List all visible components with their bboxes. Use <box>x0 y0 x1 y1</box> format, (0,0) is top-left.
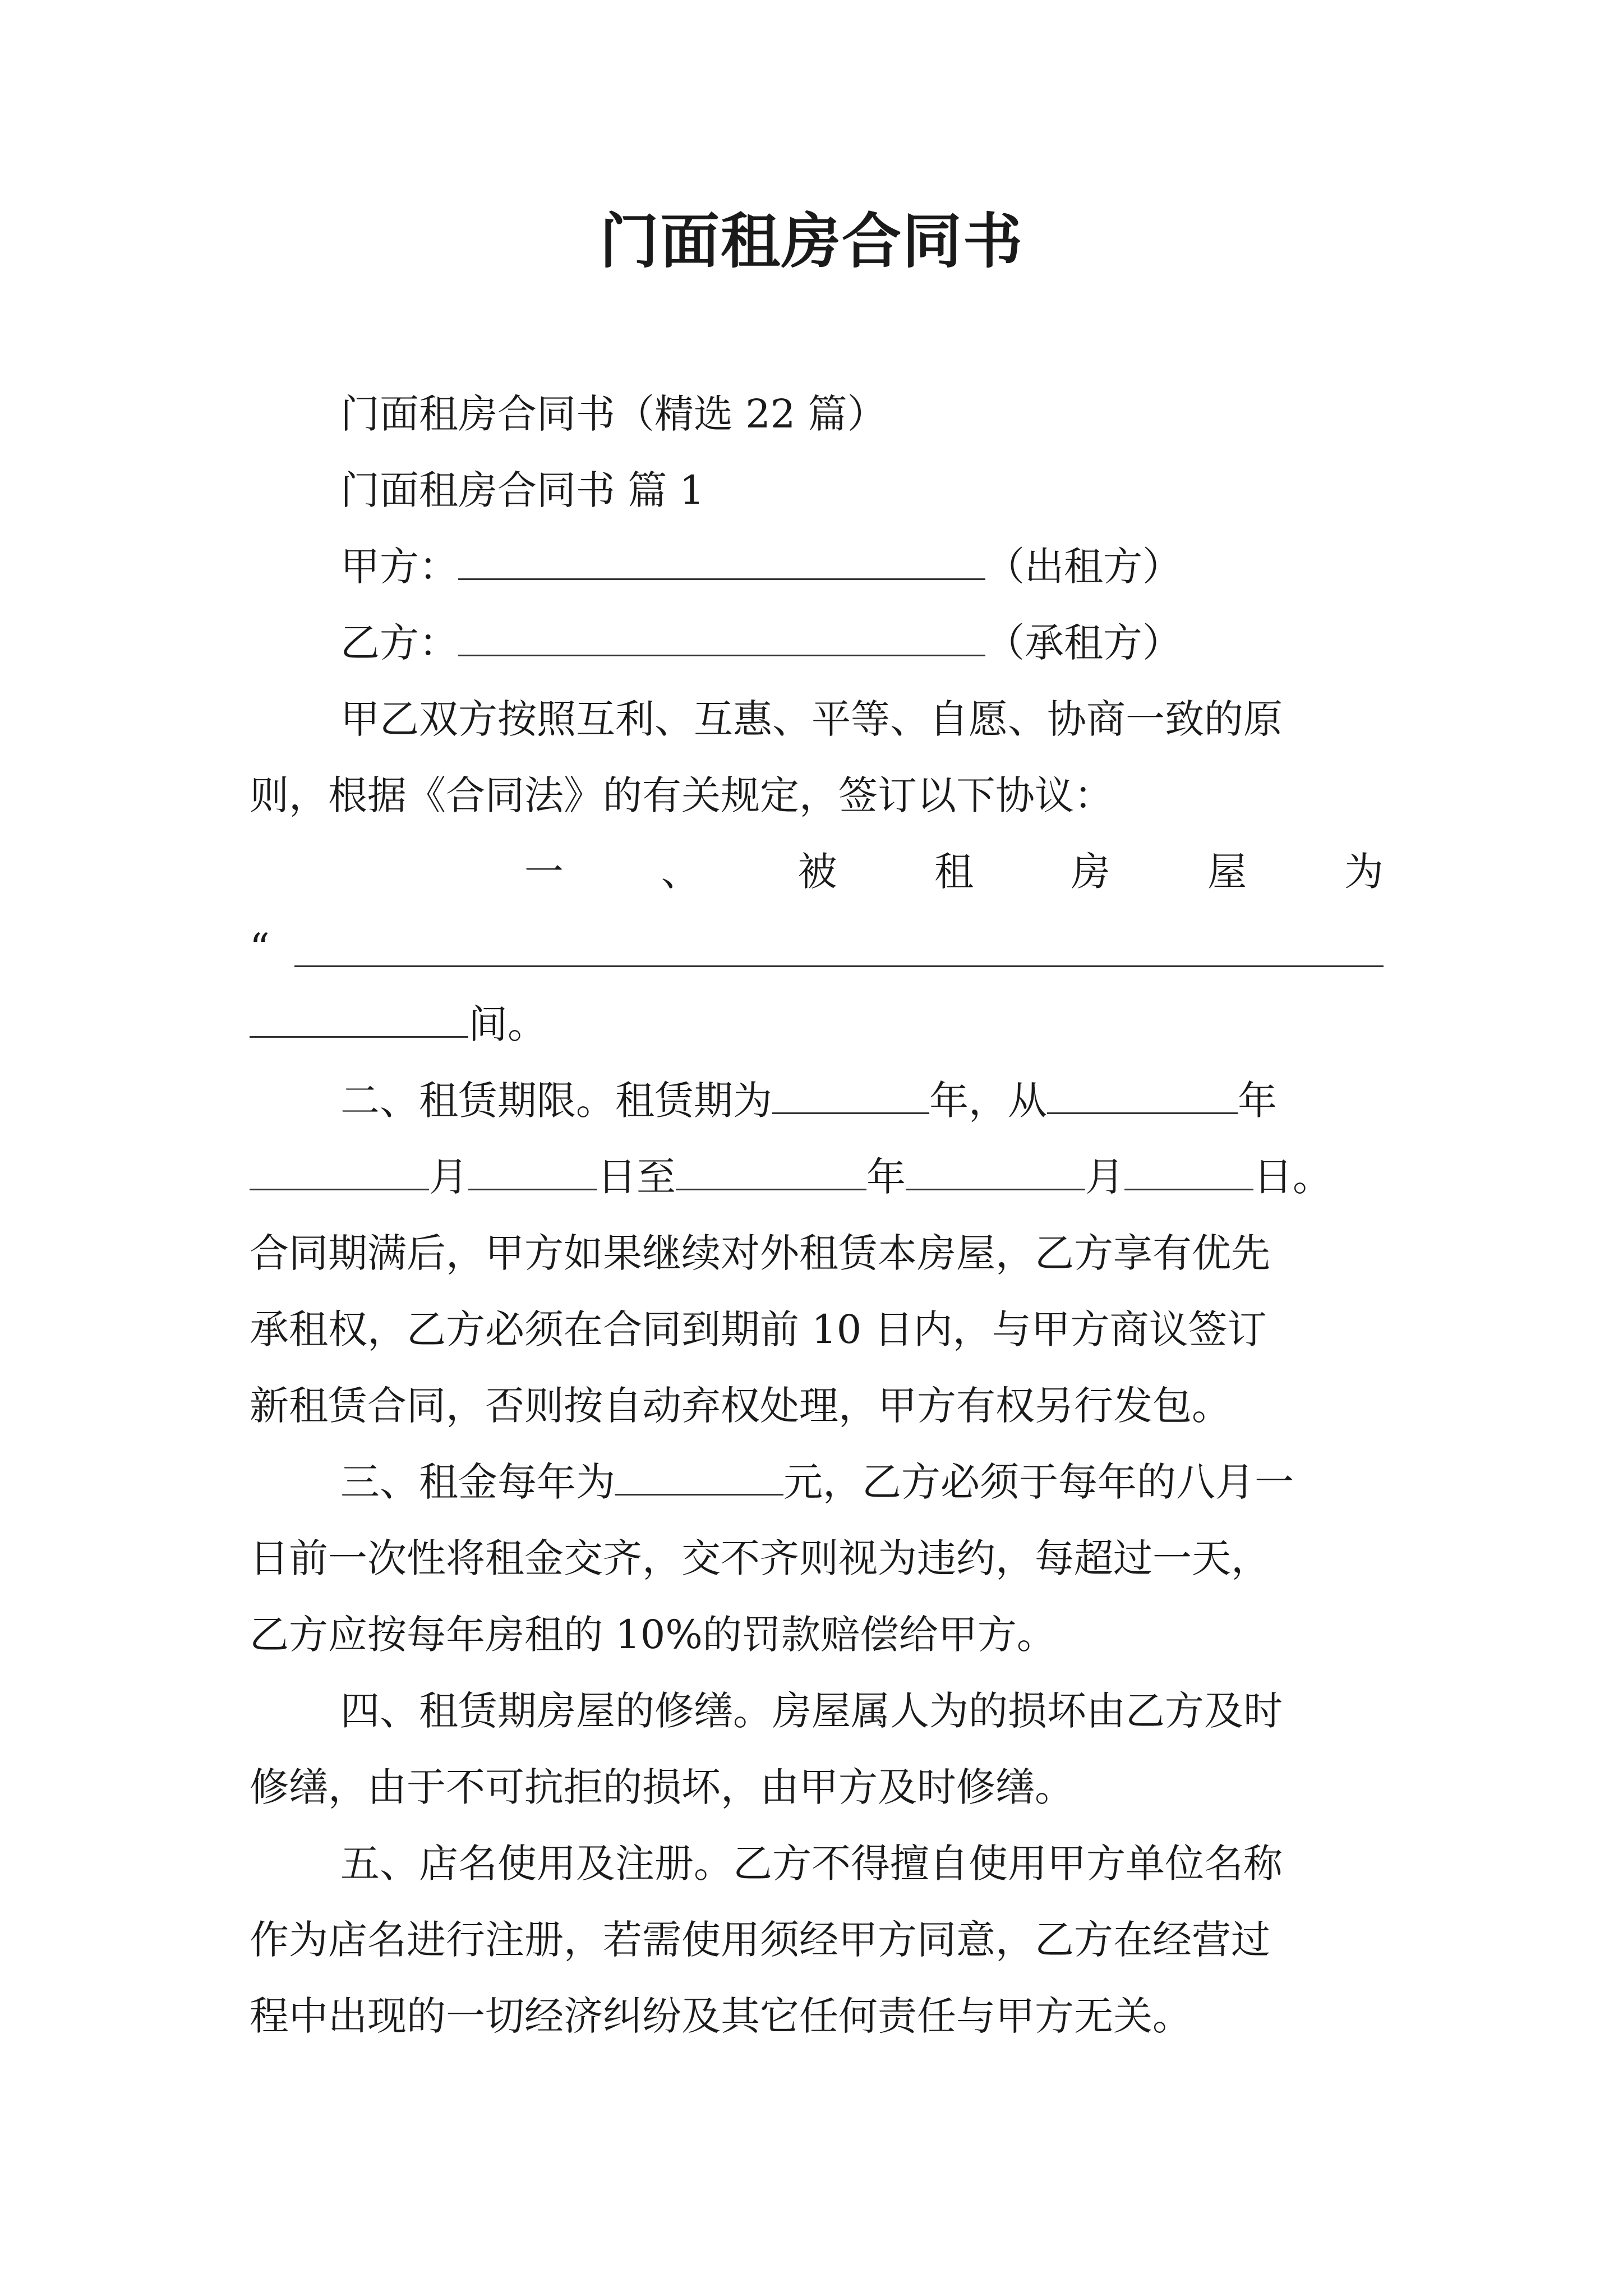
clause-5-line-3: 程中出现的一切经济纠纷及其它任何责任与甲方无关。 <box>250 1993 1192 2039</box>
clause-2-line-2 <box>250 1139 1384 1215</box>
document-title: 门面租房合同书 <box>600 206 1023 276</box>
party-b-label: 乙方： <box>340 620 458 666</box>
end-month-blank <box>906 1147 1085 1190</box>
clause-2-text: 年 <box>1238 1078 1277 1124</box>
party-b-line <box>250 605 1384 681</box>
party-a-line <box>250 528 1384 605</box>
end-day-blank <box>1124 1147 1253 1190</box>
clause-2-text: 年 <box>866 1154 906 1200</box>
document-body <box>250 376 1384 2054</box>
clause-5-line-2: 作为店名进行注册，若需使用须经甲方同意，乙方在经营过 <box>250 1917 1270 1963</box>
clause-4-line-2: 修缮，由于不可抗拒的损坏，由甲方及时修缮。 <box>250 1764 1074 1810</box>
end-year-blank <box>676 1147 866 1190</box>
clause-5-line-1: 五、店名使用及注册。乙方不得擅自使用甲方单位名称 <box>340 1841 1283 1887</box>
clause-1-long-blank <box>294 924 1384 967</box>
party-a-blank <box>458 537 985 580</box>
clause-2-text: 日至 <box>597 1154 676 1200</box>
clause-3-line-3: 乙方应按每年房租的 10%的罚款赔偿给甲方。 <box>250 1612 1056 1658</box>
clause-4-line-1: 四、租赁期房屋的修缮。房屋属人为的损坏由乙方及时 <box>340 1688 1283 1734</box>
clause-1-room-count-blank <box>250 995 468 1038</box>
clause-1-char: 被 <box>797 849 837 895</box>
party-a-role: （出租方） <box>985 544 1182 590</box>
annual-rent-blank <box>615 1452 783 1496</box>
document-subtitle: 门面租房合同书（精选 22 篇） <box>340 391 887 437</box>
lease-years-blank <box>772 1071 929 1114</box>
clause-1-char: 为 <box>1344 849 1384 895</box>
clause-1-char: 、 <box>661 849 700 895</box>
clause-3-line-1 <box>250 1444 1384 1520</box>
section-heading: 门面租房合同书 篇 1 <box>340 467 705 513</box>
party-a-label: 甲方： <box>340 544 458 590</box>
clause-1-char: 屋 <box>1207 849 1247 895</box>
start-day-blank <box>468 1147 597 1190</box>
clause-1-open-quote: “ <box>250 925 270 971</box>
clause-2-text: 二、租赁期限。租赁期为 <box>340 1078 772 1124</box>
clause-1-char: 一 <box>524 849 564 895</box>
party-b-blank <box>458 613 985 656</box>
clause-2-text: 年，从 <box>929 1078 1047 1124</box>
preamble-line-1: 甲乙双方按照互利、互惠、平等、自愿、协商一致的原 <box>340 696 1283 742</box>
clause-3-text: 三、租金每年为 <box>340 1459 615 1505</box>
clause-1-end-line <box>250 986 1384 1062</box>
clause-2-line-3: 合同期满后，甲方如果继续对外租赁本房屋，乙方享有优先 <box>250 1230 1270 1276</box>
clause-2-line-5: 新租赁合同，否则按自动弃权处理，甲方有权另行发包。 <box>250 1383 1231 1429</box>
party-b-role: （承租方） <box>985 620 1182 666</box>
clause-2-line-1 <box>250 1062 1384 1139</box>
clause-2-text: 月 <box>1085 1154 1124 1200</box>
clause-2-line-4: 承租权，乙方必须在合同到期前 10 日内，与甲方商议签订 <box>250 1306 1267 1352</box>
clause-1-spread-line <box>250 834 1384 910</box>
clause-1-char: 房 <box>1071 849 1110 895</box>
clause-1-char: 租 <box>934 849 974 895</box>
clause-3-line-2: 日前一次性将租金交齐，交不齐则视为违约，每超过一天， <box>250 1535 1270 1581</box>
start-year-blank <box>1047 1071 1238 1114</box>
start-month-blank <box>250 1147 429 1190</box>
clause-3-text: 元，乙方必须于每年的八月一 <box>783 1459 1294 1505</box>
clause-1-end: 间。 <box>468 1001 547 1047</box>
clause-1-quote-line <box>250 910 1384 986</box>
preamble-line-2: 则，根据《合同法》的有关规定，签订以下协议： <box>250 772 1113 818</box>
clause-2-text: 月 <box>429 1154 468 1200</box>
clause-2-text: 日。 <box>1253 1154 1332 1200</box>
